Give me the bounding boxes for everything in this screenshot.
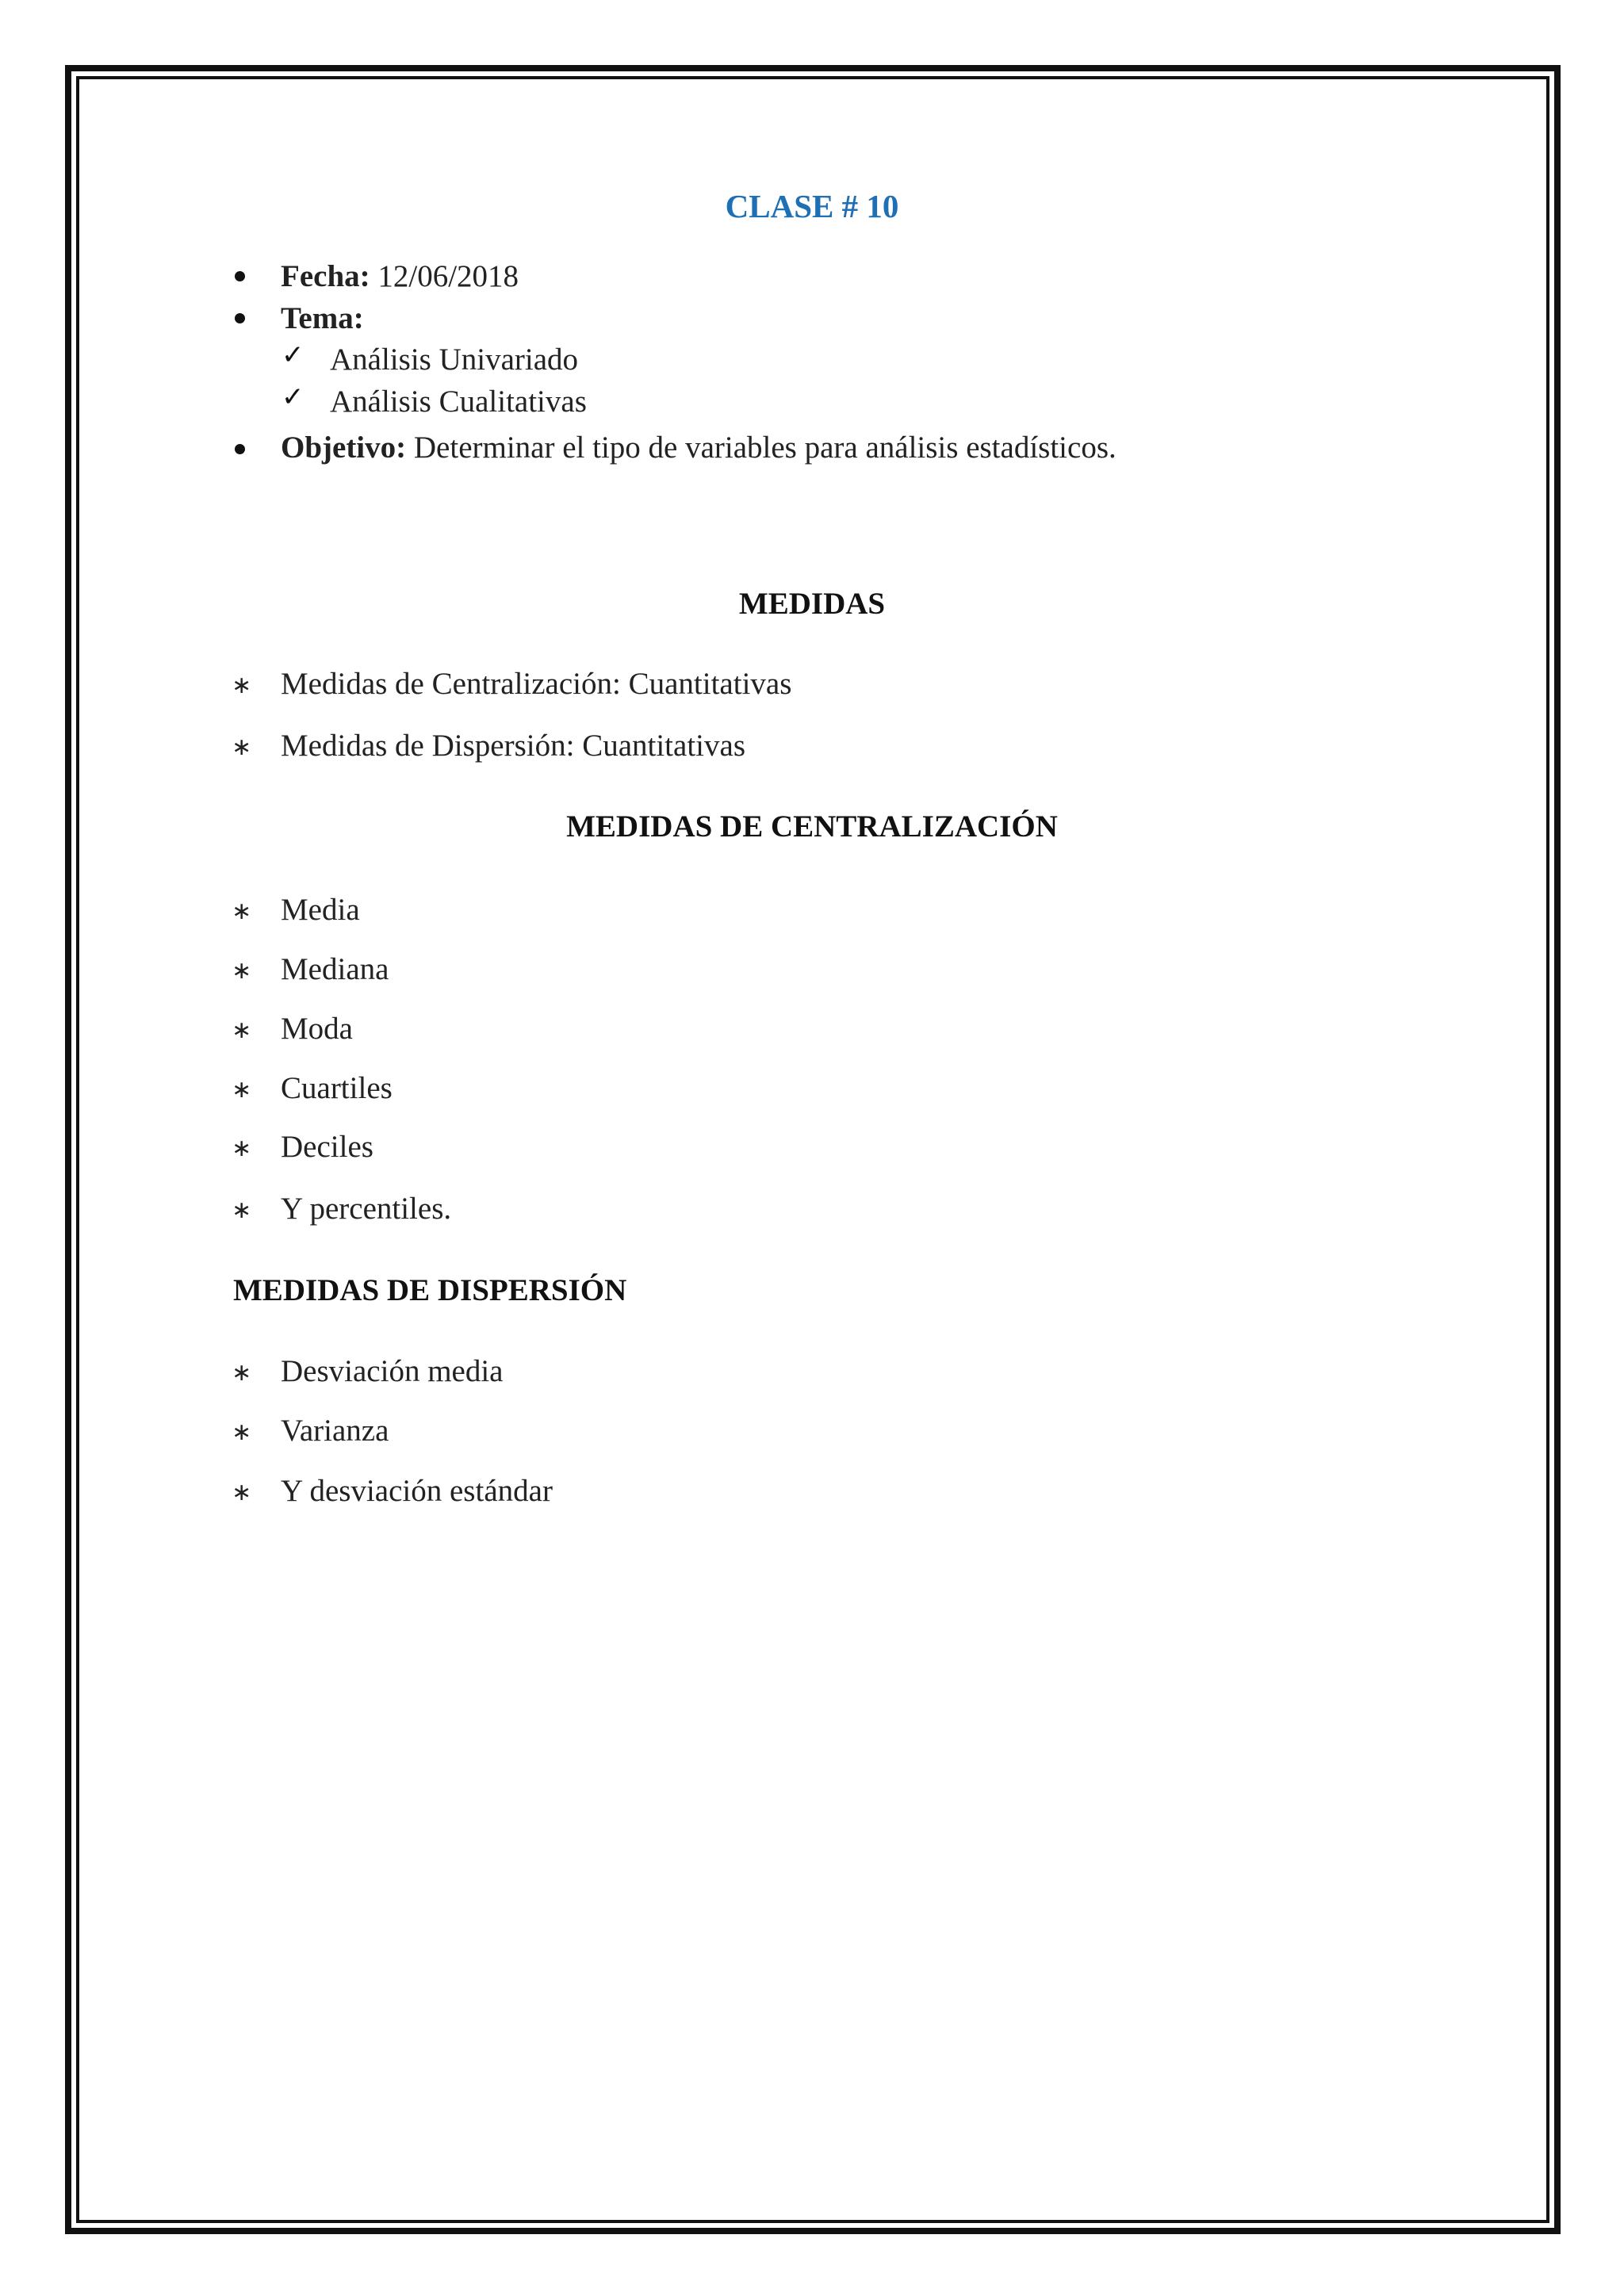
- tema-label: Tema:: [281, 301, 364, 335]
- bullet-dot-icon: [235, 444, 245, 454]
- dispersion-item: Y desviación estándar: [281, 1474, 553, 1508]
- dispersion-heading: MEDIDAS DE DISPERSIÓN: [233, 1273, 627, 1307]
- centralizacion-item: Media: [281, 893, 360, 927]
- asterisk-bullet-icon: ∗: [232, 957, 252, 985]
- checkmark-icon: ✓: [282, 339, 304, 371]
- centralizacion-item: Moda: [281, 1012, 353, 1046]
- fecha-label: Fecha:: [281, 259, 370, 293]
- medidas-item: Medidas de Centralización: Cuantitativas: [281, 667, 792, 701]
- tema-item: Análisis Cualitativas: [330, 385, 587, 419]
- asterisk-bullet-icon: ∗: [232, 1359, 252, 1387]
- objetivo-line: [281, 430, 1116, 465]
- centralizacion-item: Deciles: [281, 1130, 373, 1164]
- tema-item: Análisis Univariado: [330, 342, 579, 377]
- fecha-value: 12/06/2018: [377, 259, 519, 293]
- asterisk-bullet-icon: ∗: [232, 672, 252, 699]
- bullet-dot-icon: [235, 271, 245, 281]
- asterisk-bullet-icon: ∗: [232, 1418, 252, 1446]
- asterisk-bullet-icon: ∗: [232, 1016, 252, 1044]
- dispersion-item: Varianza: [281, 1414, 389, 1448]
- page-title: CLASE # 10: [725, 188, 899, 224]
- medidas-heading: MEDIDAS: [738, 587, 886, 621]
- centralizacion-item: Mediana: [281, 952, 389, 986]
- asterisk-bullet-icon: ∗: [232, 733, 252, 761]
- dispersion-item: Desviación media: [281, 1354, 504, 1388]
- asterisk-bullet-icon: ∗: [232, 1196, 252, 1224]
- bullet-dot-icon: [235, 313, 245, 323]
- asterisk-bullet-icon: ∗: [232, 897, 252, 925]
- objetivo-value: Determinar el tipo de variables para análisis estadísticos.: [413, 430, 1116, 465]
- asterisk-bullet-icon: ∗: [232, 1076, 252, 1104]
- asterisk-bullet-icon: ∗: [232, 1479, 252, 1506]
- centralizacion-item: Cuartiles: [281, 1071, 393, 1105]
- checkmark-icon: ✓: [282, 381, 304, 413]
- centralizacion-heading: MEDIDAS DE CENTRALIZACIÓN: [566, 809, 1058, 844]
- objetivo-label: Objetivo:: [281, 430, 407, 465]
- asterisk-bullet-icon: ∗: [232, 1135, 252, 1162]
- fecha-line: [281, 258, 519, 294]
- centralizacion-item: Y percentiles.: [281, 1192, 452, 1226]
- medidas-item: Medidas de Dispersión: Cuantitativas: [281, 729, 745, 763]
